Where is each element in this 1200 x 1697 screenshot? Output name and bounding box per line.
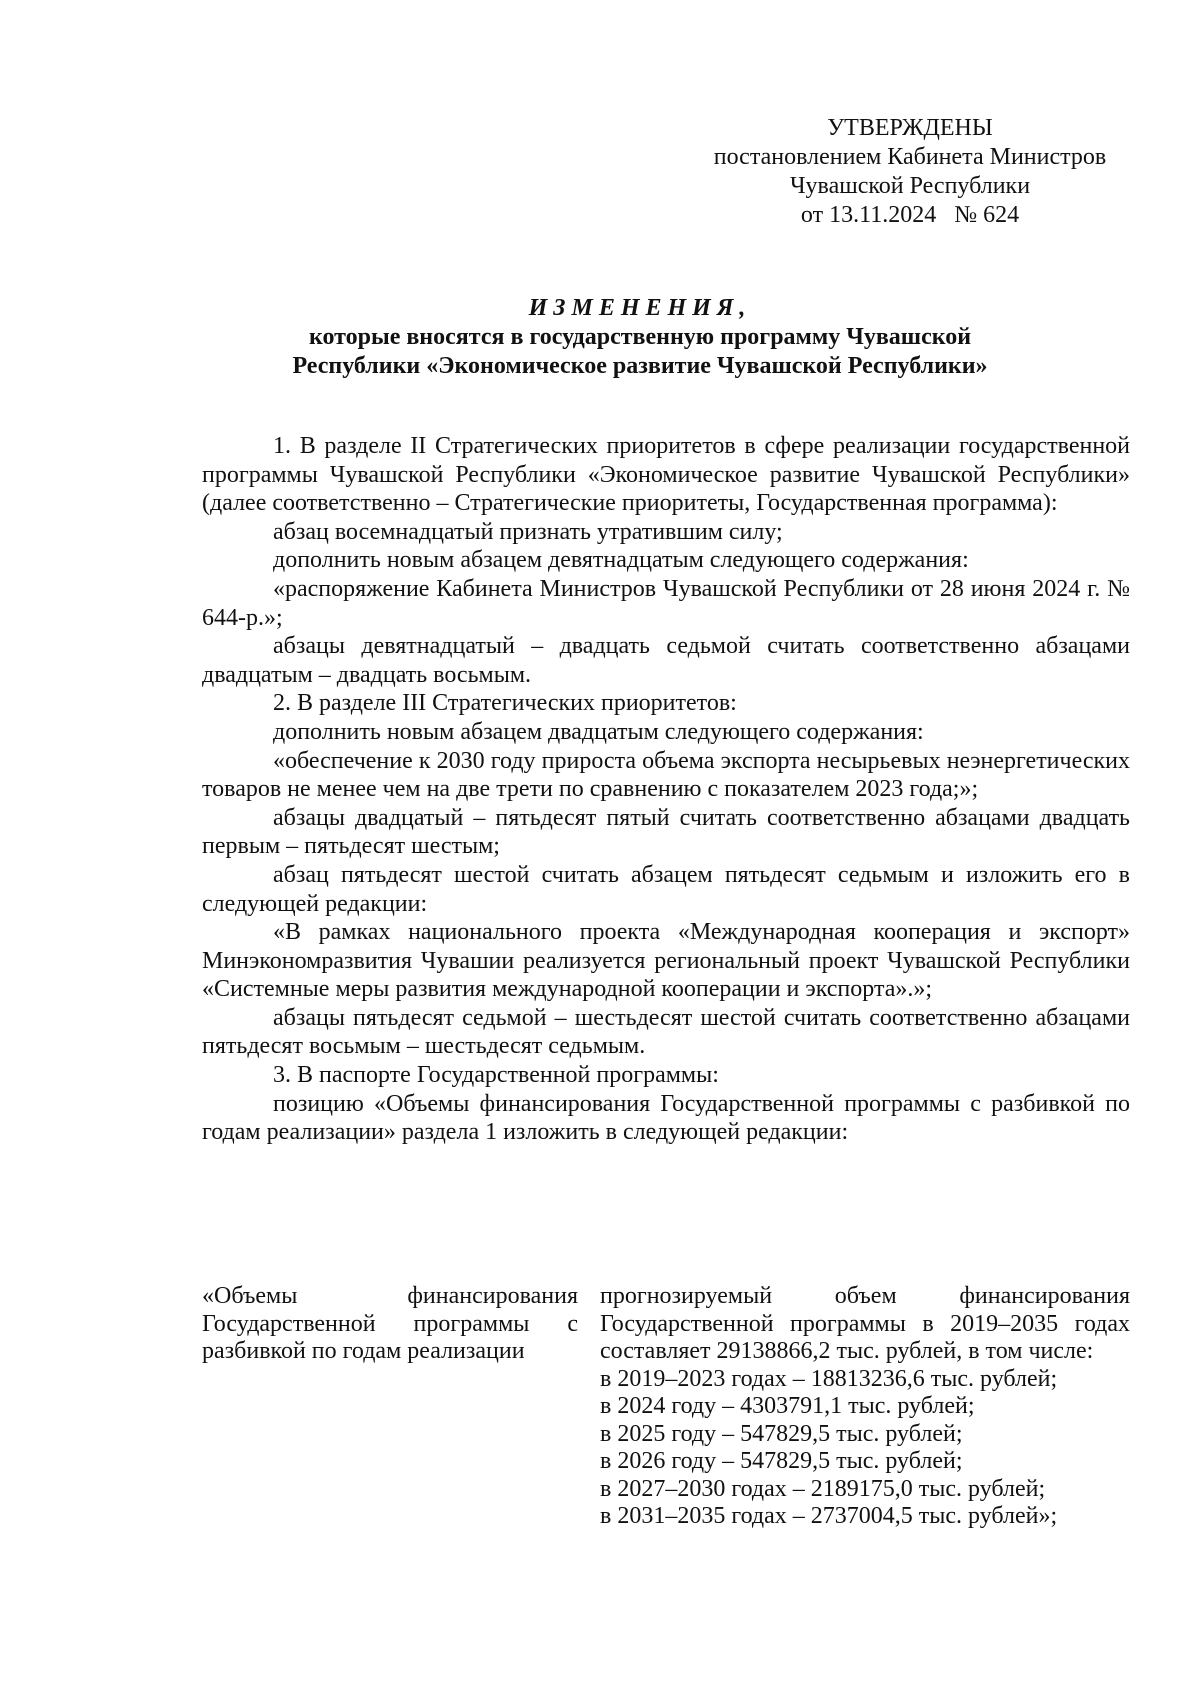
title-heading: ИЗМЕНЕНИЯ, (528, 295, 752, 321)
approval-line-2: постановлением Кабинета Министров (713, 144, 1107, 170)
financing-table-left-cell: «Объемы финансирования Государственной программы с разбивкой по годам реализации (202, 1283, 578, 1364)
financing-line: в 2019–2023 годах – 18813236,6 тыс. рублей; (600, 1365, 1058, 1392)
paragraph: 1. В разделе II Стратегических приоритетов в сфере реализации государственной программы Чувашской Республики «Экономическое развитие Чувашской Республики» (далее соответственно – Стратегические приоритеты, Государственная программа): (202, 433, 1130, 517)
approval-line-4: от 13.11.2024 № 624 (800, 202, 1020, 228)
financing-line: в 2027–2030 годах – 2189175,0 тыс. рублей; (600, 1475, 1046, 1502)
title-line-3: Республики «Экономическое развитие Чувашской Республики» (292, 353, 988, 379)
paragraph: 3. В паспорте Государственной программы: (273, 1062, 719, 1089)
approval-line-1: УТВЕРЖДЕНЫ (827, 115, 993, 141)
paragraph: абзац восемнадцатый признать утратившим силу; (273, 518, 783, 545)
financing-line: в 2031–2035 годах – 2737004,5 тыс. рублей»; (600, 1503, 1058, 1529)
paragraph: абзацы пятьдесят седьмой – шестьдесят шестой считать соответственно абзацами пятьдесят восьмым – шестьдесят седьмым. (202, 1004, 1130, 1060)
paragraph: абзацы девятнадцатый – двадцать седьмой считать соответственно абзацами двадцатым – двадцать восьмым. (202, 633, 1130, 688)
approval-stamp (690, 114, 1130, 230)
document-title (200, 294, 1080, 381)
paragraph: «обеспечение к 2030 году прироста объема экспорта несырьевых неэнергетических товаров не менее чем на две трети по сравнению с показателем 2023 года;»; (202, 747, 1130, 803)
paragraph: дополнить новым абзацем девятнадцатым следующего содержания: (273, 547, 969, 574)
financing-lead: прогнозируемый объем финансирования Государственной программы в 2019–2035 годах составляет 29138866,2 тыс. рублей, в том числе: (600, 1283, 1130, 1364)
document-body (202, 432, 1130, 1147)
financing-line: в 2025 году – 547829,5 тыс. рублей; (600, 1420, 963, 1447)
financing-table (202, 1283, 1130, 1531)
financing-table-right-cell (600, 1283, 1130, 1531)
financing-line: в 2026 году – 547829,5 тыс. рублей; (600, 1448, 963, 1474)
paragraph: абзацы двадцатый – пятьдесят пятый считать соответственно абзацами двадцать первым – пятьдесят шестым; (202, 804, 1130, 860)
financing-line: в 2024 году – 4303791,1 тыс. рублей; (600, 1393, 975, 1419)
approval-line-3: Чувашской Республики (789, 173, 1031, 199)
title-line-2: которые вносятся в государственную программу Чувашской (308, 324, 972, 350)
paragraph: дополнить новым абзацем двадцатым следующего содержания: (273, 718, 924, 745)
paragraph: позицию «Объемы финансирования Государственной программы с разбивкой по годам реализации» раздела 1 изложить в следующей редакции: (202, 1090, 1130, 1146)
paragraph: абзац пятьдесят шестой считать абзацем пятьдесят седьмым и изложить его в следующей редакции: (202, 861, 1130, 917)
paragraph: «В рамках национального проекта «Международная кооперация и экспорт» Минэкономразвития Чувашии реализуется региональный проект Чувашской Республики «Системные меры развития международной кооперации и экспорта».»; (202, 919, 1130, 1003)
paragraph: «распоряжение Кабинета Министров Чувашской Республики от 28 июня 2024 г. № 644-р.»; (202, 575, 1130, 631)
paragraph: 2. В разделе III Стратегических приоритетов: (273, 690, 737, 717)
